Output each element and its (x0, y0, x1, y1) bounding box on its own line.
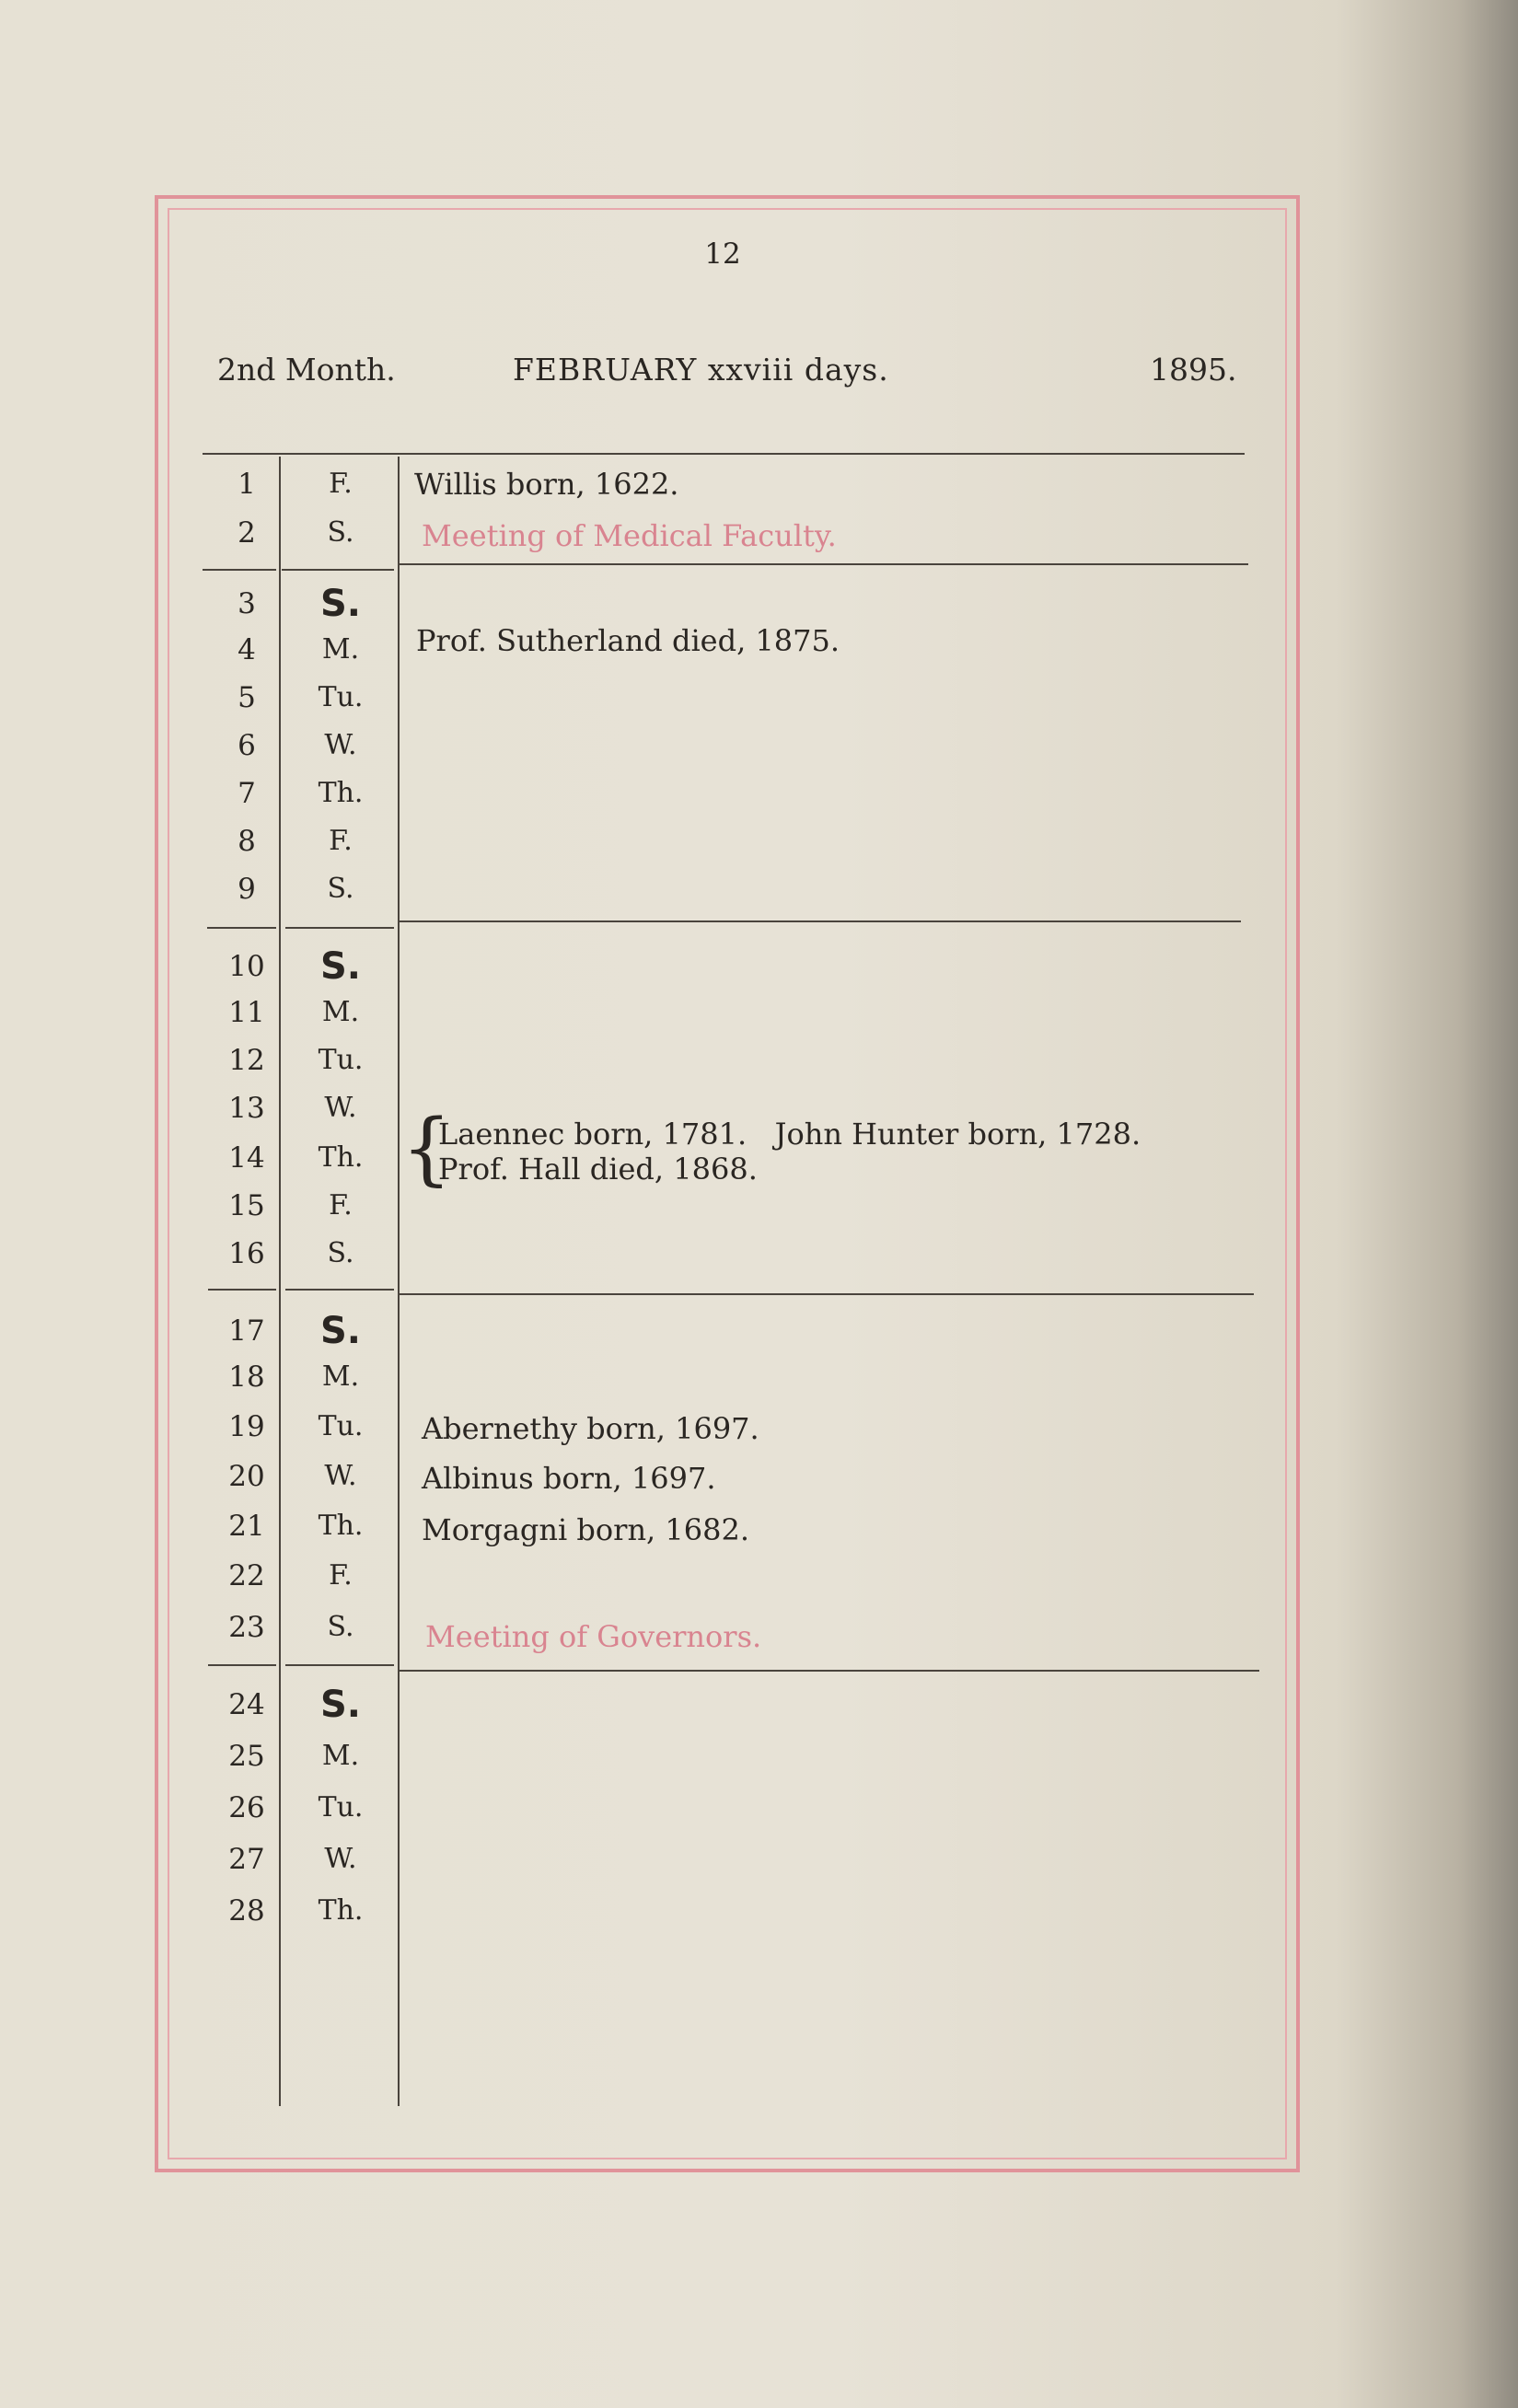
weekday-abbrev: W. (324, 729, 357, 761)
calendar-row (0, 674, 1518, 722)
calendar-row (0, 865, 1518, 913)
day-number: 16 (228, 1237, 265, 1270)
day-number: 19 (228, 1410, 265, 1443)
event-morgagni: Morgagni born, 1682. (422, 1512, 749, 1547)
day-number: 28 (228, 1894, 265, 1928)
weekday-abbrev: Th. (318, 1141, 364, 1174)
day-number: 2 (238, 516, 256, 550)
calendar-row (0, 989, 1518, 1036)
weekday-abbrev: F. (329, 468, 353, 500)
header-month: 2nd Month. (217, 352, 396, 388)
week-divider (398, 920, 1241, 922)
calendar-row (0, 1230, 1518, 1278)
day-number: 12 (228, 1044, 265, 1077)
calendar-row (0, 1036, 1518, 1084)
day-number: 7 (238, 777, 256, 810)
weekday-abbrev: Th. (318, 1510, 364, 1542)
calendar-row (0, 1835, 1518, 1883)
day-number: 6 (238, 729, 256, 762)
event-hall: Prof. Hall died, 1868. (438, 1152, 758, 1187)
event-willis: Willis born, 1622. (414, 467, 679, 502)
week-divider (285, 1664, 394, 1666)
event-abernethy: Abernethy born, 1697. (422, 1411, 759, 1446)
weekday-abbrev: F. (329, 1189, 353, 1221)
week-divider (398, 1293, 1254, 1295)
weekday-abbrev: S. (327, 1237, 354, 1269)
day-number: 5 (238, 681, 256, 714)
day-number: 14 (228, 1141, 265, 1175)
calendar-row (0, 1681, 1518, 1729)
weekday-abbrev: F. (329, 825, 353, 857)
weekday-abbrev: Th. (318, 1894, 364, 1927)
weekday-abbrev: W. (324, 1092, 357, 1124)
day-number: 4 (238, 633, 256, 666)
weekday-abbrev: M. (321, 996, 360, 1028)
day-number: 10 (228, 950, 265, 983)
weekday-abbrev: W. (324, 1843, 357, 1875)
weekday-abbrev: S. (327, 1611, 354, 1643)
weekday-abbrev: M. (321, 1360, 360, 1393)
weekday-abbrev: Tu. (318, 681, 364, 713)
calendar-row (0, 1502, 1518, 1550)
day-number: 27 (228, 1843, 265, 1876)
day-number: 9 (238, 873, 256, 906)
weekday-sunday: S. (319, 945, 361, 988)
day-number: 15 (228, 1189, 265, 1222)
week-divider (203, 569, 276, 571)
day-number: 3 (238, 587, 256, 620)
day-number: 20 (228, 1460, 265, 1493)
weekday-sunday: S. (319, 1310, 361, 1352)
header-year: 1895. (1150, 352, 1237, 388)
weekday-abbrev: W. (324, 1460, 357, 1492)
day-number: 25 (228, 1740, 265, 1773)
calendar-row (0, 722, 1518, 770)
weekday-abbrev: S. (327, 516, 354, 549)
calendar-row (0, 1552, 1518, 1600)
calendar-row (0, 1182, 1518, 1230)
day-number: 18 (228, 1360, 265, 1394)
calendar-row (0, 460, 1518, 508)
event-sutherland: Prof. Sutherland died, 1875. (416, 623, 840, 658)
day-number: 11 (228, 996, 265, 1029)
calendar-row (0, 1784, 1518, 1832)
calendar-row (0, 1732, 1518, 1780)
weekday-abbrev: S. (327, 873, 354, 905)
week-divider (398, 1670, 1259, 1672)
weekday-sunday: S. (319, 1684, 361, 1726)
calendar-row (0, 943, 1518, 990)
week-divider (398, 563, 1248, 565)
day-number: 21 (228, 1510, 265, 1543)
event-albinus: Albinus born, 1697. (422, 1461, 716, 1496)
calendar-row (0, 1453, 1518, 1500)
calendar-row (0, 1353, 1518, 1401)
weekday-abbrev: Tu. (318, 1410, 364, 1442)
page-number: 12 (704, 237, 741, 271)
event-governors: Meeting of Governors. (425, 1619, 762, 1654)
event-medical-faculty: Meeting of Medical Faculty. (422, 518, 837, 553)
calendar-row (0, 817, 1518, 865)
brace-symbol: { (401, 1103, 452, 1195)
week-divider (208, 1289, 276, 1291)
week-divider (285, 1289, 394, 1291)
week-divider (207, 927, 276, 929)
day-number: 26 (228, 1791, 265, 1824)
day-number: 13 (228, 1092, 265, 1125)
day-number: 1 (238, 468, 256, 501)
day-number: 22 (228, 1559, 265, 1592)
weekday-abbrev: Th. (318, 777, 364, 809)
calendar-row (0, 1887, 1518, 1935)
header-title: FEBRUARY xxviii days. (513, 352, 889, 388)
day-number: 17 (228, 1314, 265, 1348)
day-number: 23 (228, 1611, 265, 1644)
calendar-row (0, 770, 1518, 817)
weekday-abbrev: F. (329, 1559, 353, 1592)
weekday-sunday: S. (319, 583, 361, 625)
week-divider (285, 927, 394, 929)
day-number: 8 (238, 825, 256, 858)
weekday-abbrev: M. (321, 1740, 360, 1772)
weekday-abbrev: Tu. (318, 1044, 364, 1076)
event-laennec-hunter: Laennec born, 1781. John Hunter born, 1728. (438, 1117, 1141, 1152)
weekday-abbrev: Tu. (318, 1791, 364, 1823)
calendar-row (0, 1307, 1518, 1355)
weekday-abbrev: M. (321, 633, 360, 666)
week-divider (282, 569, 394, 571)
table-top-rule (203, 453, 1245, 455)
day-number: 24 (228, 1688, 265, 1721)
week-divider (208, 1664, 276, 1666)
